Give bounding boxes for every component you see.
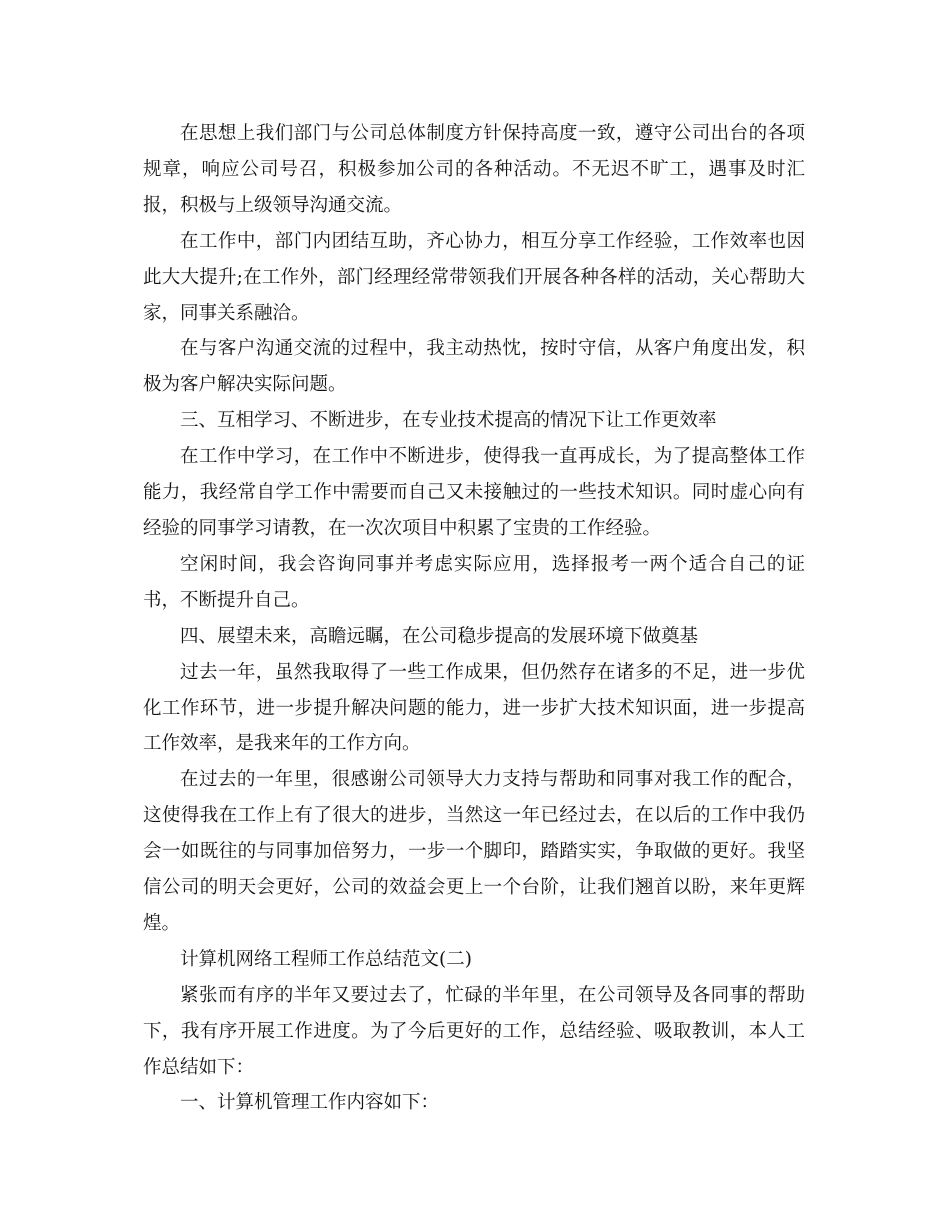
document-body <box>143 116 805 1121</box>
paragraph-teamwork: 在工作中，部门内团结互助，齐心协力，相互分享工作经验，工作效率也因此大大提升;在工作外，部门经理经常带领我们开展各种各样的活动，关心帮助大家，同事关系融洽。 <box>143 230 805 324</box>
section-heading-three: 三、互相学习、不断进步，在专业技术提高的情况下让工作更效率 <box>180 410 717 432</box>
paragraph-thanks: 在过去的一年里，很感谢公司领导大力支持与帮助和同事对我工作的配合，这使得我在工作上有了很大的进步，当然这一年已经过去，在以后的工作中我仍会一如既往的与同事加倍努力，一步一个脚印，踏踏实实，争取做的更好。我坚信公司的明天会更好，公司的效益会更上一个台阶，让我们翘首以盼，来年更辉煌。 <box>143 769 805 934</box>
paragraph-learning: 在工作中学习，在工作中不断进步，使得我一直再成长，为了提高整体工作能力，我经常自学工作中需要而自己又未接触过的一些技术知识。同时虚心向有经验的同事学习请教，在一次次项目中积累了宝贵的工作经验。 <box>143 446 805 539</box>
paragraph-free-time: 空闲时间，我会咨询同事并考虑实际应用，选择报考一两个适合自己的证书，不断提升自己。 <box>143 553 805 611</box>
paragraph-half-year: 紧张而有序的半年又要过去了，忙碌的半年里，在公司领导及各同事的帮助下，我有序开展工作进度。为了今后更好的工作，总结经验、吸取教训，本人工作总结如下： <box>143 984 805 1078</box>
paragraph-ideology: 在思想上我们部门与公司总体制度方针保持高度一致，遵守公司出台的各项规章，响应公司号召，积极参加公司的各种活动。不无迟不旷工，遇事及时汇报，积极与上级领导沟通交流。 <box>143 123 805 216</box>
section-heading-four: 四、展望未来，高瞻远瞩，在公司稳步提高的发展环境下做奠基 <box>180 625 699 647</box>
paragraph-customer: 在与客户沟通交流的过程中，我主动热忱，按时守信，从客户角度出发，积极为客户解决实际问题。 <box>143 338 805 396</box>
section-heading-one: 一、计算机管理工作内容如下： <box>180 1092 440 1114</box>
paragraph-past-year: 过去一年，虽然我取得了一些工作成果，但仍然存在诸多的不足，进一步优化工作环节，进一步提升解决问题的能力，进一步扩大技术知识面，进一步提高工作效率，是我来年的工作方向。 <box>143 661 805 755</box>
document-subtitle: 计算机网络工程师工作总结范文(二) <box>180 948 472 970</box>
